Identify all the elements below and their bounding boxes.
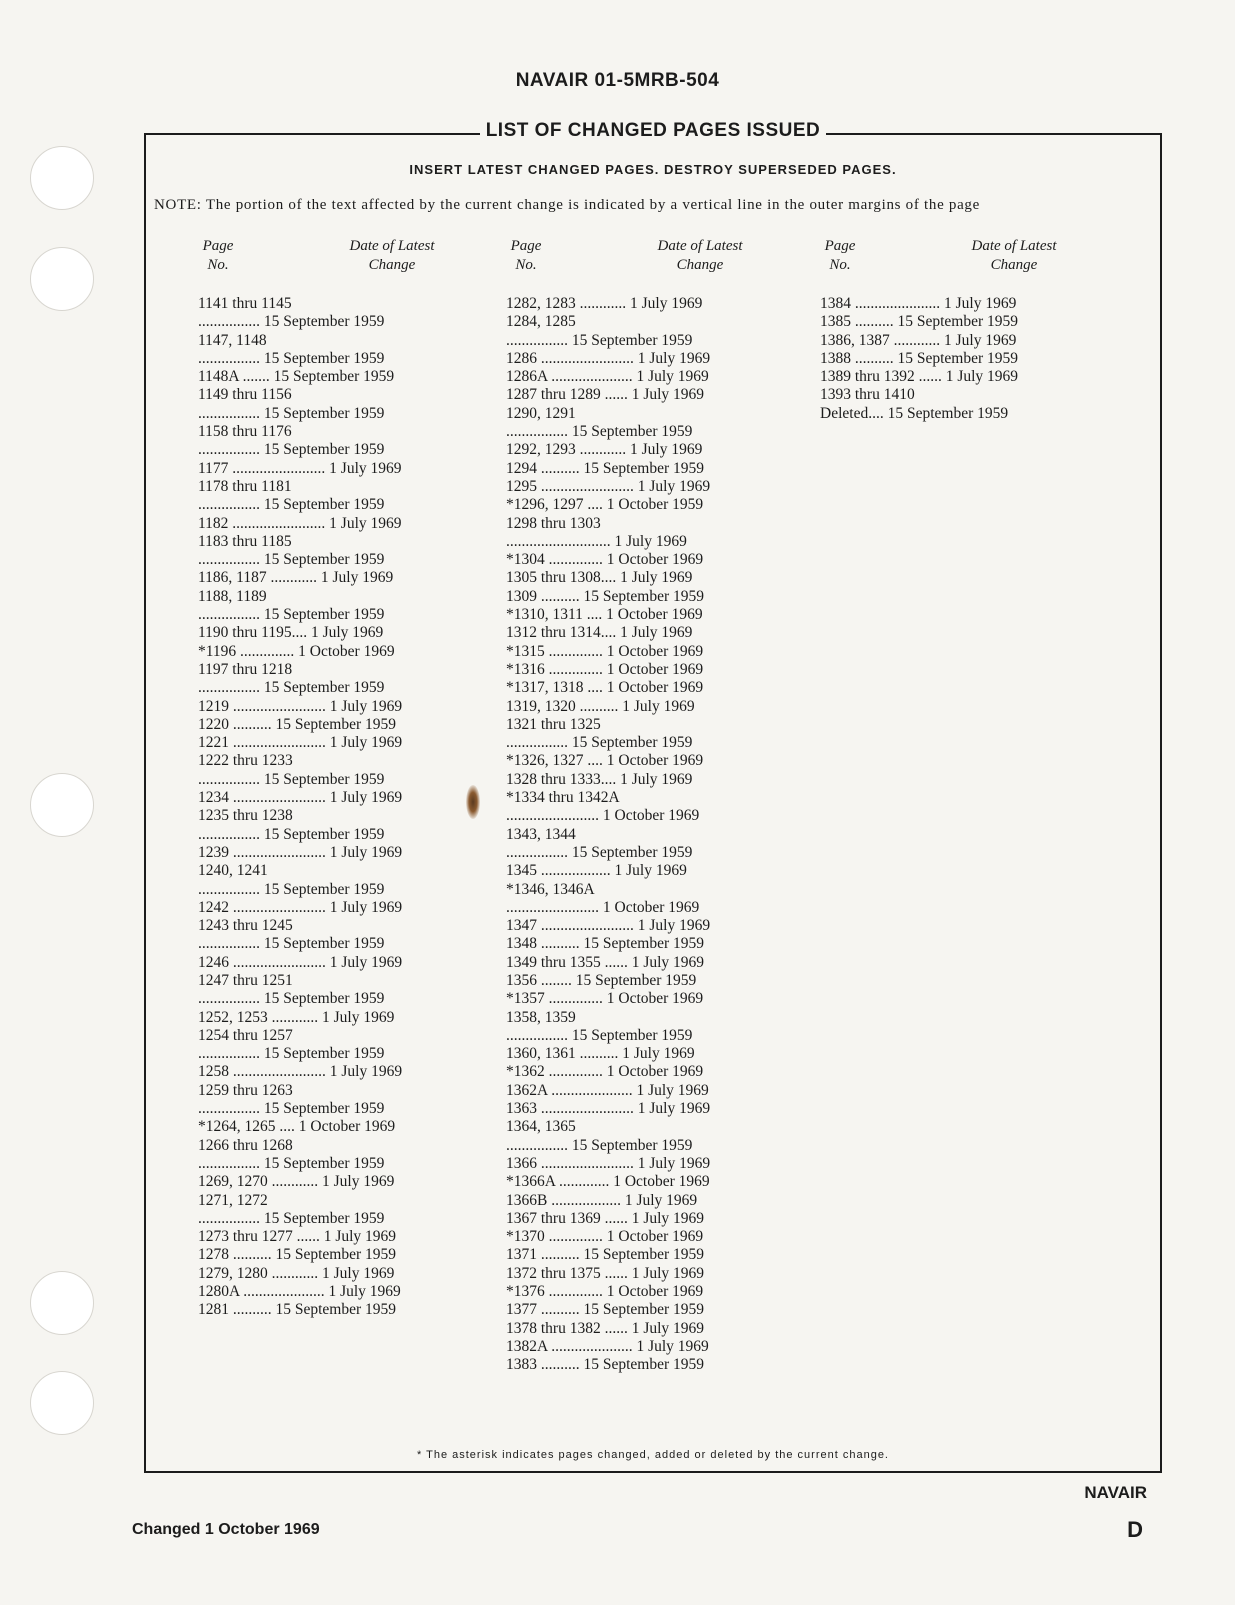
page-entry: ................ 15 September 1959	[198, 441, 385, 459]
page-entry: 1188, 1189	[198, 587, 267, 605]
page-entry: ................ 15 September 1959	[506, 734, 693, 752]
page-entry: 1298 thru 1303	[506, 514, 601, 532]
page-entry: *1376 .............. 1 October 1969	[506, 1283, 704, 1301]
page-entry: ................ 15 September 1959	[198, 313, 385, 331]
asterisk-footnote: * The asterisk indicates pages changed, added or deleted by the current change.	[416, 1449, 889, 1461]
page-entry: ................ 15 September 1959	[198, 1209, 385, 1227]
page-entry: 1358, 1359	[506, 1008, 576, 1026]
page-entry: *1296, 1297 .... 1 October 1959	[506, 496, 704, 514]
page-entry: 1149 thru 1156	[198, 386, 292, 404]
page-entry: 1258 ........................ 1 July 1969	[198, 1063, 403, 1081]
page-entry: 1378 thru 1382 ...... 1 July 1969	[506, 1319, 705, 1337]
page-entry: 1278 .......... 15 September 1959	[198, 1246, 397, 1264]
page-entry: 1388 .......... 15 September 1959	[820, 349, 1019, 367]
page-entry: 1234 ........................ 1 July 1969	[198, 789, 403, 807]
page-entry: Deleted.... 15 September 1959	[820, 404, 1009, 422]
page-entry: 1345 .................. 1 July 1969	[506, 862, 687, 880]
page-entry: 1235 thru 1238	[198, 807, 293, 825]
entries-list	[198, 295, 448, 1320]
heading-date: Date of Latest Change	[349, 238, 435, 273]
page-entry: 1269, 1270 ............ 1 July 1969	[198, 1173, 395, 1191]
heading-page-no: Page No.	[510, 238, 542, 273]
binder-hole	[30, 1371, 94, 1435]
page-entry: 1219 ........................ 1 July 1969	[198, 697, 403, 715]
page-entry: 1252, 1253 ............ 1 July 1969	[198, 1008, 395, 1026]
page-entry: 1385 .......... 15 September 1959	[820, 313, 1019, 331]
page-entry: 1292, 1293 ............ 1 July 1969	[506, 441, 703, 459]
note-text: NOTE: The portion of the text affected by the current change is indicated by a vertical line in the outer margins of the page	[154, 197, 980, 213]
page-entry: *1357 .............. 1 October 1969	[506, 990, 704, 1008]
column-1	[198, 237, 448, 1320]
page-entry: *1317, 1318 .... 1 October 1969	[506, 679, 704, 697]
page-entry: 1286A ..................... 1 July 1969	[506, 368, 709, 386]
page-entry: *1366A ............. 1 October 1969	[506, 1173, 710, 1191]
page-entry: 1240, 1241	[198, 862, 268, 880]
page-entry: 1328 thru 1333.... 1 July 1969	[506, 770, 693, 788]
page-letter: D	[1127, 1517, 1143, 1542]
page-entry: 1312 thru 1314.... 1 July 1969	[506, 624, 693, 642]
page-entry: *1196 .............. 1 October 1969	[198, 642, 395, 660]
page-entry: ................ 15 September 1959	[198, 679, 385, 697]
page-entry: 1280A ..................... 1 July 1969	[198, 1283, 401, 1301]
page-entry: *1264, 1265 .... 1 October 1969	[198, 1118, 396, 1136]
changed-pages-box	[144, 120, 1162, 1473]
page-entry: *1346, 1346A	[506, 880, 595, 898]
page-entry: 1271, 1272	[198, 1191, 268, 1209]
page-entry: 1309 .......... 15 September 1959	[506, 587, 705, 605]
page-entry: ................ 15 September 1959	[506, 1136, 693, 1154]
binder-hole	[30, 146, 94, 210]
page-entry: ................ 15 September 1959	[198, 825, 385, 843]
heading-date: Date of Latest Change	[971, 238, 1057, 273]
page-entry: 1243 thru 1245	[198, 917, 293, 935]
column-heading	[820, 237, 1070, 295]
page-entry: ................ 15 September 1959	[198, 606, 385, 624]
page-entry: 1266 thru 1268	[198, 1136, 293, 1154]
page-entry: 1386, 1387 ............ 1 July 1969	[820, 331, 1017, 349]
page-entry: 1364, 1365	[506, 1118, 576, 1136]
page-entry: 1281 .......... 15 September 1959	[198, 1301, 397, 1319]
page-entry: ................ 15 September 1959	[198, 990, 385, 1008]
page-entry: ................ 15 September 1959	[198, 1045, 385, 1063]
page-entry: 1197 thru 1218	[198, 660, 293, 678]
page-entry: 1282, 1283 ............ 1 July 1969	[506, 295, 703, 312]
page-entry: ................ 15 September 1959	[506, 423, 693, 441]
page-entry: 1259 thru 1263	[198, 1081, 293, 1099]
page-entry: *1334 thru 1342A	[506, 789, 620, 807]
page-entry: 1221 ........................ 1 July 1969	[198, 734, 403, 752]
entries-list	[820, 295, 1070, 423]
page-entry: 1321 thru 1325	[506, 715, 601, 733]
publisher-label: NAVAIR	[1084, 1483, 1147, 1502]
page-entry: 1242 ........................ 1 July 1969	[198, 898, 403, 916]
page-entry: 1348 .......... 15 September 1959	[506, 935, 705, 953]
page-entry: 1290, 1291	[506, 404, 576, 422]
page-entry: ................ 15 September 1959	[506, 843, 693, 861]
page-entry: 1147, 1148	[198, 331, 267, 349]
page-entry: 1371 .......... 15 September 1959	[506, 1246, 705, 1264]
box-title: LIST OF CHANGED PAGES ISSUED	[146, 120, 1160, 142]
page-entry: ................ 15 September 1959	[198, 404, 385, 422]
page-entry: 1305 thru 1308.... 1 July 1969	[506, 569, 693, 587]
page-entry: 1389 thru 1392 ...... 1 July 1969	[820, 368, 1019, 386]
page-entry: 1295 ........................ 1 July 1969	[506, 477, 711, 495]
page-entry: 1148A ....... 15 September 1959	[198, 368, 395, 386]
page-entry: ................ 15 September 1959	[198, 349, 385, 367]
binder-hole	[30, 247, 94, 311]
page-entry: 1356 ........ 15 September 1959	[506, 971, 697, 989]
page-entry: *1315 .............. 1 October 1969	[506, 642, 704, 660]
page-entry: 1287 thru 1289 ...... 1 July 1969	[506, 386, 705, 404]
page-entry: *1370 .............. 1 October 1969	[506, 1228, 704, 1246]
change-date: Changed 1 October 1969	[132, 1521, 320, 1538]
page-entry: 1362A ..................... 1 July 1969	[506, 1081, 709, 1099]
page-entry: ................ 15 September 1959	[506, 1026, 693, 1044]
page-entry: 1247 thru 1251	[198, 971, 293, 989]
page-entry: 1183 thru 1185	[198, 532, 292, 550]
page-entry: *1304 .............. 1 October 1969	[506, 551, 704, 569]
page-entry: ........................ 1 October 1969	[506, 898, 700, 916]
page-entry: 1372 thru 1375 ...... 1 July 1969	[506, 1264, 705, 1282]
page-entry: ................ 15 September 1959	[198, 496, 385, 514]
page-entry: ................ 15 September 1959	[198, 1154, 385, 1172]
heading-page-no: Page No.	[202, 238, 234, 273]
page-entry: 1377 .......... 15 September 1959	[506, 1301, 705, 1319]
column-heading	[506, 237, 756, 295]
page-entry: 1141 thru 1145	[198, 295, 292, 312]
heading-date: Date of Latest Change	[657, 238, 743, 273]
page-entry: 1190 thru 1195.... 1 July 1969	[198, 624, 384, 642]
page-entry: *1316 .............. 1 October 1969	[506, 660, 704, 678]
page-entry: 1182 ........................ 1 July 1969	[198, 514, 402, 532]
page-entry: 1254 thru 1257	[198, 1026, 293, 1044]
page-entry: 1246 ........................ 1 July 1969	[198, 953, 403, 971]
page-entry: 1366 ........................ 1 July 1969	[506, 1154, 711, 1172]
page-entry: ................ 15 September 1959	[198, 880, 385, 898]
page-entry: 1284, 1285	[506, 313, 576, 331]
page-entry: *1326, 1327 .... 1 October 1969	[506, 752, 704, 770]
page-entry: *1310, 1311 .... 1 October 1969	[506, 606, 703, 624]
page-entry: ................ 15 September 1959	[198, 1100, 385, 1118]
binder-hole	[30, 1271, 94, 1335]
page-entry: *1362 .............. 1 October 1969	[506, 1063, 704, 1081]
page-entry: ................ 15 September 1959	[506, 331, 693, 349]
page-entry: 1279, 1280 ............ 1 July 1969	[198, 1264, 395, 1282]
stain-mark	[466, 785, 480, 819]
page-entry: 1384 ...................... 1 July 1969	[820, 295, 1017, 312]
page-entry: 1343, 1344	[506, 825, 576, 843]
page-entry: ................ 15 September 1959	[198, 935, 385, 953]
page-entry: 1347 ........................ 1 July 1969	[506, 917, 711, 935]
page-entry: 1349 thru 1355 ...... 1 July 1969	[506, 953, 705, 971]
page-entry: 1382A ..................... 1 July 1969	[506, 1337, 709, 1355]
page-entry: 1186, 1187 ............ 1 July 1969	[198, 569, 394, 587]
page-entry: 1393 thru 1410	[820, 386, 915, 404]
heading-page-no: Page No.	[824, 238, 856, 273]
page-entry: 1177 ........................ 1 July 1969	[198, 459, 402, 477]
instructions: INSERT LATEST CHANGED PAGES. DESTROY SUPERSEDED PAGES.	[409, 162, 897, 177]
page-entry: 1367 thru 1369 ...... 1 July 1969	[506, 1209, 705, 1227]
page-entry: 1158 thru 1176	[198, 423, 292, 441]
page-entry: 1178 thru 1181	[198, 477, 292, 495]
page-entry: 1222 thru 1233	[198, 752, 293, 770]
page-entry: 1220 .......... 15 September 1959	[198, 715, 397, 733]
page-entry: 1319, 1320 .......... 1 July 1969	[506, 697, 695, 715]
page-entry: ................ 15 September 1959	[198, 551, 385, 569]
page-entry: 1363 ........................ 1 July 1969	[506, 1100, 711, 1118]
page-entry: 1239 ........................ 1 July 1969	[198, 843, 403, 861]
page-entry: 1383 .......... 15 September 1959	[506, 1356, 705, 1374]
binder-hole	[30, 773, 94, 837]
page-entry: ........................... 1 July 1969	[506, 532, 687, 550]
column-heading	[198, 237, 448, 295]
entries-list	[506, 295, 756, 1375]
page-entry: 1273 thru 1277 ...... 1 July 1969	[198, 1228, 397, 1246]
column-3	[820, 237, 1070, 423]
page-entry: 1286 ........................ 1 July 1969	[506, 349, 711, 367]
column-2	[506, 237, 756, 1375]
page-entry: 1294 .......... 15 September 1959	[506, 459, 705, 477]
document-number: NAVAIR 01-5MRB-504	[515, 70, 720, 91]
page-entry: 1360, 1361 .......... 1 July 1969	[506, 1045, 695, 1063]
page-entry: ................ 15 September 1959	[198, 770, 385, 788]
page-entry: ........................ 1 October 1969	[506, 807, 700, 825]
page-entry: 1366B .................. 1 July 1969	[506, 1191, 698, 1209]
